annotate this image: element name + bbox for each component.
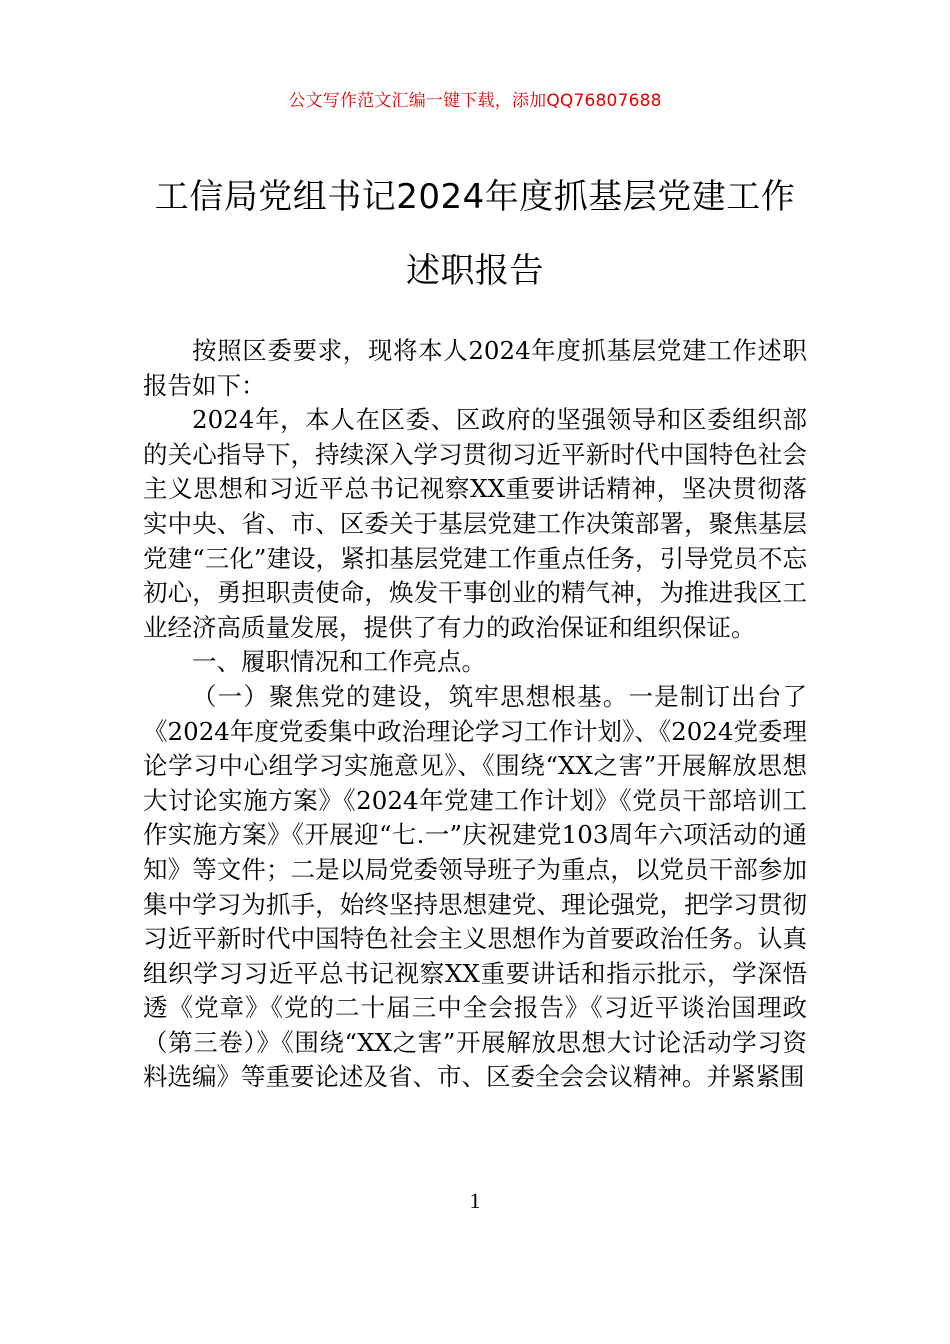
title-line-2: 述职报告 xyxy=(406,251,544,291)
document-body xyxy=(143,334,807,1095)
section-heading: 一、履职情况和工作亮点。 xyxy=(192,647,486,677)
body-paragraph: 按照区委要求，现将本人2024年度抓基层党建工作述职报告如下： xyxy=(143,336,807,400)
body-paragraph: （一）聚焦党的建设，筑牢思想根基。一是制订出台了《2024年度党委集中政治理论学习工作计划》、《2024党委理论学习中心组学习实施意见》、《围绕“XX之害”开展解放思想大讨论实施方案》《2024年党建工作计划》《党员干部培训工作实施方案》《开展迎“七.一”庆祝建党103周年六项活动的通知》等文件；二是以局党委领导班子为重点，以党员干部参加集中学习为抓手，始终坚持思想建党、理论强党，把学习贯彻习近平新时代中国特色社会主义思想作为首要政治任务。认真组织学习习近平总书记视察XX重要讲话和指示批示，学深悟透《党章》《党的二十届三中全会报告》《习近平谈治国理政（第三卷）》《围绕“XX之害”开展解放思想大讨论活动学习资料选编》等重要论述及省、市、区委全会会议精神。并紧紧围 xyxy=(143,681,807,1092)
page-number: 1 xyxy=(469,1188,481,1213)
body-paragraph: 2024年，本人在区委、区政府的坚强领导和区委组织部的关心指导下，持续深入学习贯彻习近平新时代中国特色社会主义思想和习近平总书记视察XX重要讲话精神，坚决贯彻落实中央、省、市、区委关于基层党建工作决策部署，聚焦基层党建“三化”建设，紧扣基层党建工作重点任务，引导党员不忘初心，勇担职责使命，焕发干事创业的精气神，为推进我区工业经济高质量发展，提供了有力的政治保证和组织保证。 xyxy=(143,405,807,642)
download-notice: 公文写作范文汇编一键下载，添加QQ76807688 xyxy=(288,91,662,111)
document-title xyxy=(140,160,810,308)
title-line-1: 工信局党组书记2024年度抓基层党建工作 xyxy=(154,177,796,217)
